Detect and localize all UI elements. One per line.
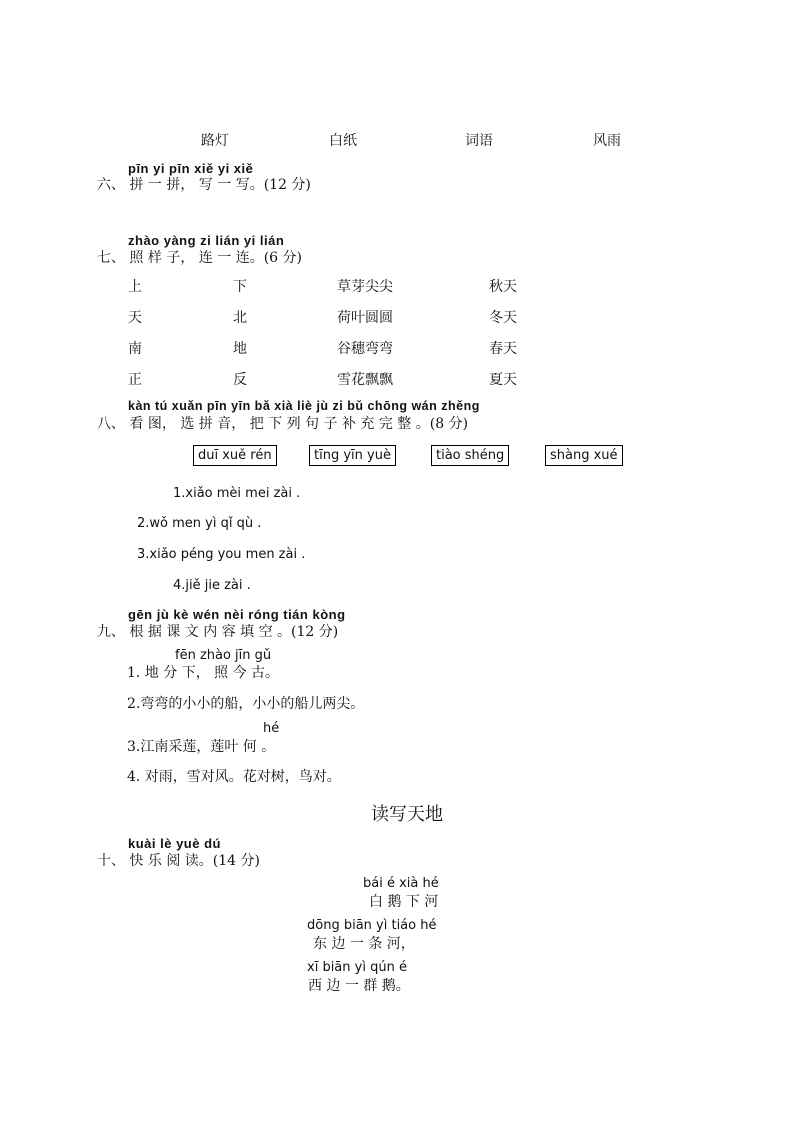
section9-pinyin: gēn jù kè wén nèi róng tián kòng xyxy=(128,607,346,622)
section6-heading: 六、 拼 一 拼， 写 一 写。(12 分) xyxy=(97,177,311,193)
section9-heading: 九、 根 据 课 文 内 容 填 空 。(12 分) xyxy=(97,624,339,640)
section7-heading: 七、 照 样 子， 连 一 连。(6 分) xyxy=(97,250,302,266)
match-cell: 下 xyxy=(233,279,247,295)
top-word: 路灯 xyxy=(201,133,229,149)
section10-pinyin: kuài lè yuè dú xyxy=(128,836,221,851)
match-cell: 草芽尖尖 xyxy=(337,279,393,295)
match-cell: 天 xyxy=(128,310,142,326)
sentence: 2.wǒ men yì qǐ qù . xyxy=(137,516,262,531)
match-cell: 反 xyxy=(233,372,247,388)
sentence: 3.xiǎo péng you men zài . xyxy=(137,547,306,562)
match-cell: 夏天 xyxy=(489,372,517,388)
section8-pinyin: kàn tú xuǎn pīn yīn bǎ xià liè jù zi bǔ chōng wán zhěng xyxy=(128,399,480,413)
top-word: 白纸 xyxy=(329,133,357,149)
match-cell: 秋天 xyxy=(489,279,517,295)
poem-line: 西 边 一 群 鹅。 xyxy=(308,978,410,994)
top-word: 词语 xyxy=(465,133,493,149)
top-word: 风雨 xyxy=(593,133,621,149)
match-cell: 北 xyxy=(233,310,247,326)
poem-line: 东 边 一 条 河， xyxy=(313,936,415,952)
match-cell: 荷叶圆圆 xyxy=(337,310,393,326)
poem-line: 白 鹅 下 河 xyxy=(369,894,439,910)
fill-item: 3.江南采莲，莲叶 何 。 xyxy=(127,739,276,755)
section8-heading: 八、 看 图， 选 拼 音， 把 下 列 句 子 补 充 完 整 。(8 分) xyxy=(97,416,469,432)
pinyin-option: shàng xué xyxy=(545,445,623,466)
match-cell: 上 xyxy=(128,279,142,295)
match-cell: 冬天 xyxy=(489,310,517,326)
match-cell: 南 xyxy=(128,341,142,357)
fill-item: 4. 对雨，雪对风。花对树，鸟对。 xyxy=(127,769,341,785)
poem-pinyin: bái é xià hé xyxy=(363,876,439,891)
match-cell: 春天 xyxy=(489,341,517,357)
pinyin-option: duī xuě rén xyxy=(193,445,277,466)
match-cell: 正 xyxy=(128,372,142,388)
item1-pinyin: fēn zhào jīn gǔ xyxy=(175,648,272,663)
section10-heading: 十、 快 乐 阅 读。(14 分) xyxy=(97,853,260,869)
poem-pinyin: dōng biān yì tiáo hé xyxy=(307,918,437,933)
sentence: 4.jiě jie zài . xyxy=(173,578,251,593)
section7-pinyin: zhào yàng zi lián yi lián xyxy=(128,233,285,248)
sentence: 1.xiǎo mèi mei zài . xyxy=(173,486,301,501)
poem-pinyin: xī biān yì qún é xyxy=(307,960,407,975)
fill-item: 2.弯弯的小小的船，小小的船儿两尖。 xyxy=(127,696,365,712)
pinyin-option: tīng yīn yuè xyxy=(309,445,396,466)
fill-item: 1. 地 分 下， 照 今 古。 xyxy=(127,665,280,681)
pinyin-option: tiào shéng xyxy=(431,445,509,466)
item3-pinyin: hé xyxy=(263,721,280,736)
match-cell: 地 xyxy=(233,341,247,357)
match-cell: 雪花飘飘 xyxy=(337,372,393,388)
section-title: 读写天地 xyxy=(371,804,443,825)
section6-pinyin: pīn yi pīn xiě yi xiě xyxy=(128,161,254,176)
match-cell: 谷穗弯弯 xyxy=(337,341,393,357)
